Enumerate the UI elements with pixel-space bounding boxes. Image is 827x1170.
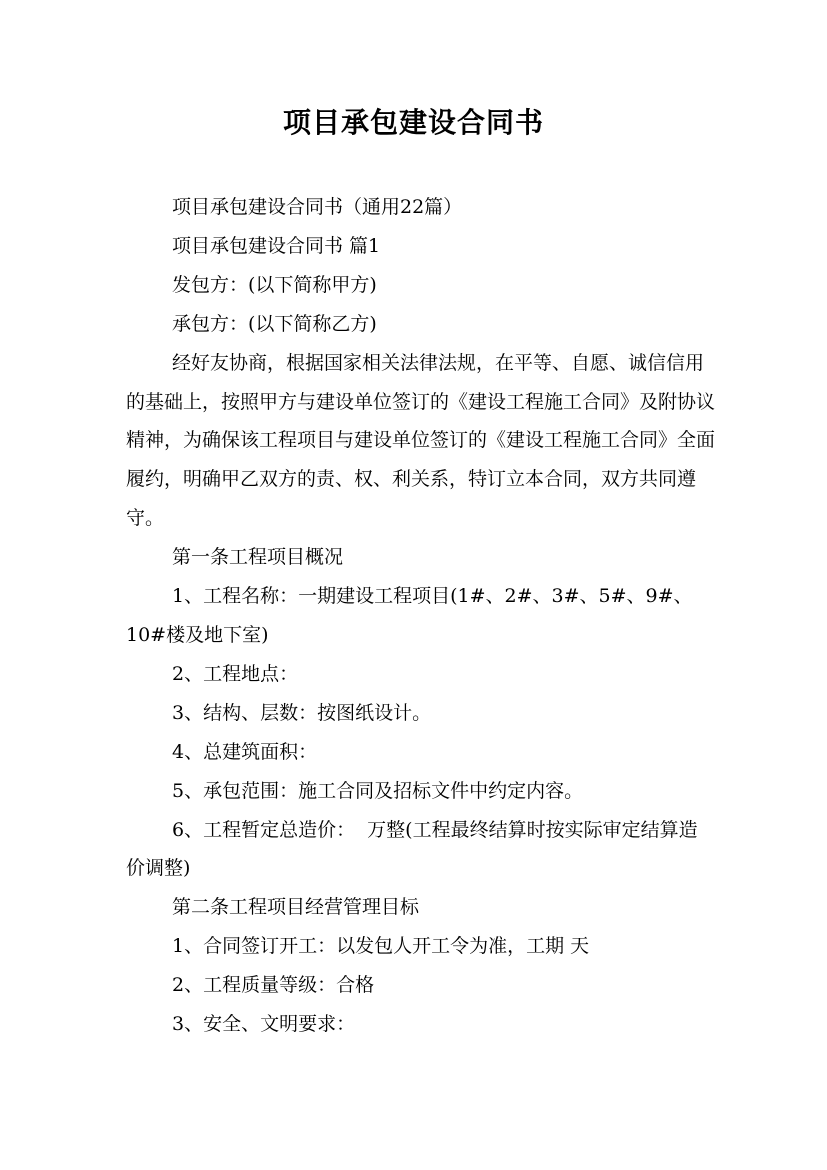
paragraph-project-name: 1、工程名称：一期建设工程项目(1#、2#、3#、5#、9#、10#楼及地下室) — [126, 585, 693, 646]
paragraph-heading: 项目承包建设合同书（通用22篇） — [172, 196, 463, 218]
paragraph-scope: 5、承包范围：施工合同及招标文件中约定内容。 — [172, 779, 584, 802]
paragraph-project-location: 2、工程地点： — [172, 662, 299, 685]
paragraph-preamble: 经好友协商，根据国家相关法律法规，在平等、自愿、诚信信用的基础上，按照甲方与建设单位签订的《建设工程施工合同》及附协议精神，为确保该工程项目与建设单位签订的《建设工程施工合同》全面履约，明确甲乙双方的责、权、利关系，特订立本合同，双方共同遵守。 — [126, 351, 716, 530]
paragraph-contractor: 承包方：(以下简称乙方) — [172, 312, 377, 335]
paragraph-total-cost: 6、工程暂定总造价： 万整(工程最终结算时按实际审定结算造价调整) — [126, 818, 698, 880]
paragraph-structure: 3、结构、层数：按图纸设计。 — [172, 701, 432, 724]
paragraph-article-1-title: 第一条工程项目概况 — [172, 546, 344, 569]
paragraph-safety: 3、安全、文明要求： — [172, 1013, 356, 1036]
document-body — [126, 188, 716, 1044]
paragraph-floor-area: 4、总建筑面积： — [172, 740, 318, 763]
paragraph-quality: 2、工程质量等级：合格 — [172, 974, 375, 997]
paragraph-employer: 发包方：(以下简称甲方) — [172, 273, 377, 296]
paragraph-article-2-title: 第二条工程项目经营管理目标 — [172, 896, 420, 919]
paragraph-part-1: 项目承包建设合同书 篇1 — [172, 234, 381, 257]
document-title: 项目承包建设合同书 — [282, 106, 544, 139]
paragraph-start-date: 1、合同签订开工：以发包人开工令为准，工期 天 — [172, 935, 590, 958]
